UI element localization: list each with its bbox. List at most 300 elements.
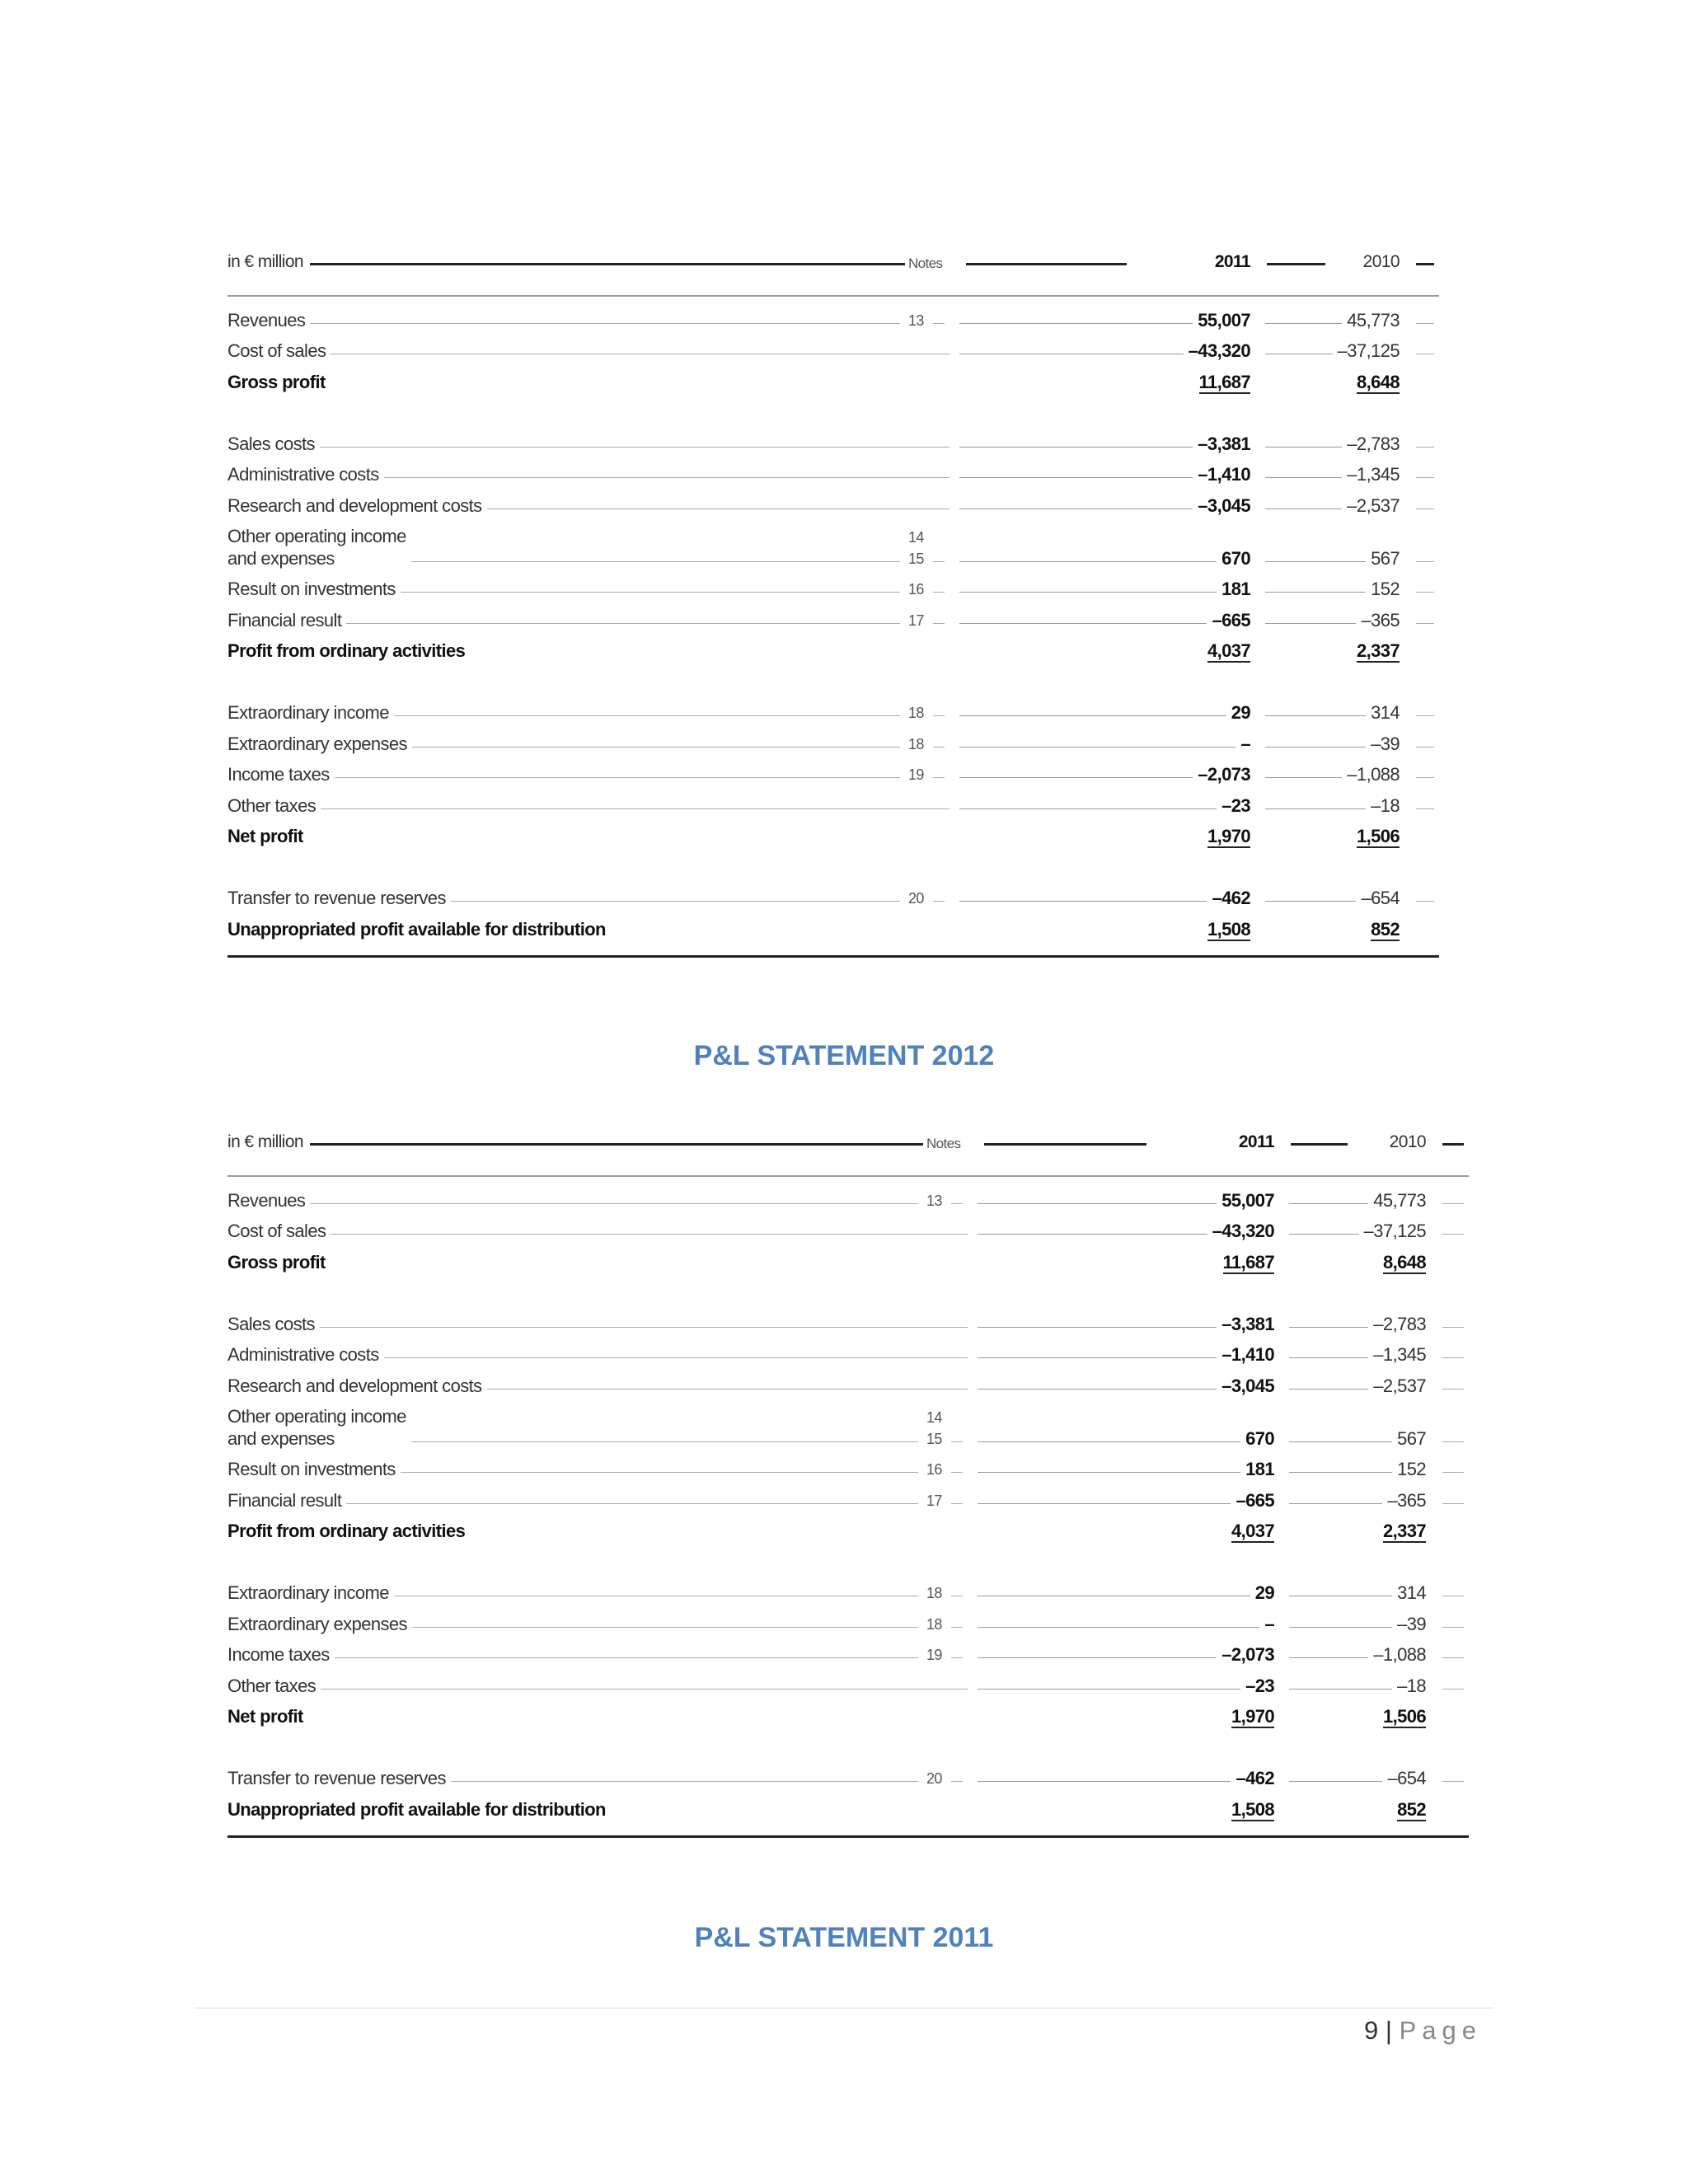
header-divider — [227, 295, 1439, 297]
value-2011 — [1226, 701, 1250, 724]
value-2010-text: –2,537 — [1347, 494, 1400, 516]
value-2010 — [1342, 494, 1400, 517]
leader-line — [227, 1203, 918, 1204]
value-2011-text: –665 — [1212, 609, 1250, 630]
note-reference: 18 — [908, 735, 924, 752]
table-row-result-on-investments — [227, 574, 1439, 606]
leader-line — [227, 323, 900, 324]
table-row-research-and-development-costs — [227, 490, 1439, 522]
note-reference: 15 — [908, 550, 924, 567]
row-label: Profit from ordinary activities — [227, 1520, 470, 1542]
table-row-extraordinary-income — [227, 698, 1439, 729]
leader-line — [959, 592, 1236, 593]
value-2010-text: 45,773 — [1347, 309, 1400, 330]
value-2010 — [1392, 1427, 1426, 1450]
row-notes — [926, 1407, 942, 1450]
value-2011-text: –1,410 — [1198, 464, 1250, 485]
table-row-income-taxes — [227, 760, 1439, 791]
pl-table-2011 — [227, 1129, 1469, 1838]
notes-column-header: Notes — [905, 255, 945, 272]
row-notes — [926, 1459, 942, 1480]
row-notes — [908, 764, 924, 785]
row-label: Other taxes — [227, 794, 321, 817]
note-tick — [951, 1503, 963, 1504]
row-label — [227, 1405, 411, 1450]
note-tick — [951, 1203, 963, 1204]
year-2011-header: 2011 — [1210, 252, 1255, 272]
value-2010-text: –37,125 — [1337, 340, 1400, 361]
value-2010 — [1378, 1705, 1426, 1727]
page-word: Page — [1399, 2016, 1482, 2045]
value-2010-text: –1,345 — [1347, 464, 1400, 485]
trailing-tick — [1442, 1503, 1464, 1504]
trailing-tick — [1416, 808, 1434, 809]
row-notes — [908, 702, 924, 724]
value-2011 — [1218, 1251, 1274, 1273]
row-label: Gross profit — [227, 1251, 331, 1273]
leader-line — [959, 808, 1236, 809]
row-label: Cost of sales — [227, 340, 331, 362]
table-row-research-and-development-costs — [227, 1371, 1469, 1402]
value-2010 — [1382, 1767, 1426, 1789]
table-row-revenues — [227, 305, 1439, 336]
value-2010-text: 2,337 — [1356, 640, 1400, 661]
value-2011-text: 1,508 — [1231, 1798, 1274, 1820]
table-row-administrative-costs — [227, 460, 1439, 491]
note-reference: 14 — [926, 1408, 942, 1426]
value-2011-text: – — [1240, 733, 1250, 754]
table-row-unappropriated-profit-available-for-distribution — [227, 1794, 1469, 1825]
row-label-line: Other operating income — [227, 1405, 406, 1427]
row-notes — [908, 579, 924, 600]
value-2010-text: –39 — [1371, 733, 1400, 754]
value-2010 — [1356, 887, 1400, 909]
value-2010-text: –18 — [1397, 1675, 1426, 1696]
table-row-gross-profit — [227, 1247, 1469, 1278]
value-2010-text: –2,783 — [1373, 1313, 1426, 1334]
value-2011 — [1217, 547, 1250, 569]
row-notes — [926, 1190, 942, 1212]
value-2011-text: – — [1264, 1613, 1274, 1634]
value-2011 — [1217, 1343, 1274, 1366]
page-number: 9 — [1364, 2016, 1379, 2045]
value-2010-text: –1,345 — [1373, 1344, 1426, 1365]
notes-column-header: Notes — [923, 1136, 964, 1152]
leader-line — [959, 561, 1236, 562]
header-rule-3 — [1291, 1143, 1348, 1146]
note-tick — [951, 1472, 963, 1473]
value-2011-text: 1,970 — [1207, 826, 1250, 846]
value-2011 — [1184, 340, 1250, 362]
table-row-cost-of-sales — [227, 336, 1439, 368]
table-row-financial-result — [227, 1485, 1469, 1516]
row-label: Administrative costs — [227, 1343, 384, 1366]
table-row-other-taxes — [227, 790, 1439, 822]
row-label: Extraordinary expenses — [227, 733, 412, 755]
table-header — [227, 249, 1439, 279]
heading-pl-statement-2011: P&L STATEMENT 2011 — [694, 1922, 994, 1953]
value-2011-text: 1,508 — [1207, 918, 1250, 940]
leader-line — [978, 1689, 1259, 1690]
row-label-line: and expenses — [227, 547, 335, 569]
row-label: Unappropriated profit available for distribution — [227, 918, 611, 940]
trailing-tick — [1442, 1327, 1464, 1328]
note-reference: 20 — [908, 890, 924, 907]
value-2011 — [1240, 1427, 1274, 1450]
value-2010-text: 152 — [1371, 579, 1400, 599]
trailing-tick — [1442, 1389, 1464, 1390]
trailing-tick — [1442, 1627, 1464, 1628]
row-label: Extraordinary income — [227, 701, 394, 724]
note-reference: 19 — [908, 766, 924, 783]
value-2010 — [1382, 1489, 1426, 1511]
note-reference: 14 — [908, 528, 924, 546]
value-2010 — [1392, 1798, 1426, 1821]
note-tick — [933, 901, 945, 902]
note-reference: 17 — [926, 1492, 942, 1509]
header-rule-4 — [1416, 263, 1434, 265]
note-reference: 17 — [908, 612, 924, 629]
row-label: Unappropriated profit available for distribution — [227, 1798, 611, 1821]
trailing-tick — [1442, 1234, 1464, 1235]
value-2011 — [1240, 1675, 1274, 1697]
value-2011 — [1217, 1313, 1274, 1335]
value-2011-text: 4,037 — [1231, 1521, 1274, 1541]
value-2011 — [1226, 1705, 1274, 1727]
value-2010-text: 152 — [1397, 1459, 1426, 1479]
leader-line — [978, 1781, 1259, 1782]
row-label: Extraordinary expenses — [227, 1613, 412, 1635]
value-2010-text: 2,337 — [1382, 1521, 1426, 1541]
value-2010 — [1359, 1220, 1426, 1242]
value-2010-text: 852 — [1397, 1798, 1426, 1820]
row-label: Research and development costs — [227, 494, 487, 517]
row-label: Research and development costs — [227, 1375, 487, 1397]
note-reference: 18 — [908, 705, 924, 721]
table-row-administrative-costs — [227, 1340, 1469, 1371]
row-notes — [926, 1490, 942, 1511]
value-2010 — [1392, 1458, 1426, 1480]
trailing-tick — [1442, 1657, 1464, 1658]
table-bottom-rule — [227, 1835, 1469, 1838]
value-2011-text: 11,687 — [1222, 1251, 1274, 1272]
value-2011 — [1259, 1613, 1274, 1635]
value-2010-text: –39 — [1397, 1613, 1426, 1634]
note-reference: 18 — [926, 1615, 942, 1633]
leader-line — [227, 1689, 968, 1690]
value-2011-text: –3,045 — [1198, 494, 1250, 516]
header-rule-2 — [966, 263, 1127, 265]
note-reference: 20 — [926, 1770, 942, 1787]
row-label: Extraordinary income — [227, 1582, 394, 1604]
note-tick — [933, 715, 945, 716]
value-2010 — [1366, 578, 1400, 600]
header-rule-2 — [984, 1143, 1146, 1146]
table-row-profit-from-ordinary-activities — [227, 636, 1439, 668]
value-2011 — [1217, 578, 1250, 600]
value-2011-text: 181 — [1221, 579, 1250, 599]
value-2011 — [1193, 763, 1250, 785]
value-2011 — [1207, 887, 1250, 909]
table-row-extraordinary-expenses — [227, 729, 1439, 760]
table-row-revenues — [227, 1185, 1469, 1216]
trailing-tick — [1442, 1203, 1464, 1204]
value-2010-text: 45,773 — [1373, 1189, 1426, 1211]
trailing-tick — [1416, 561, 1434, 562]
table-row-extraordinary-expenses — [227, 1609, 1469, 1640]
value-2011 — [1207, 1220, 1274, 1242]
leader-line — [227, 447, 950, 448]
value-2011 — [1193, 463, 1250, 485]
leader-line — [959, 901, 1236, 902]
unit-label: in € million — [227, 1132, 310, 1152]
row-label: Profit from ordinary activities — [227, 640, 470, 662]
value-2011 — [1236, 733, 1250, 755]
leader-line — [227, 1234, 968, 1235]
value-2011-text: 1,970 — [1231, 1706, 1274, 1727]
value-2010 — [1378, 1520, 1426, 1542]
row-label: Administrative costs — [227, 463, 384, 485]
leader-line — [959, 747, 1236, 748]
note-reference: 15 — [926, 1430, 942, 1447]
value-2010-text: 314 — [1371, 702, 1400, 723]
table-row-other-operating-income — [227, 522, 1439, 574]
value-2010 — [1352, 371, 1400, 393]
page-separator: | — [1385, 2016, 1392, 2045]
heading-pl-statement-2012: P&L STATEMENT 2012 — [693, 1040, 995, 1071]
table-row-other-taxes — [227, 1671, 1469, 1702]
value-2011 — [1250, 1582, 1274, 1604]
value-2011-text: –23 — [1245, 1675, 1274, 1696]
year-2010-header: 2010 — [1385, 1132, 1431, 1152]
row-notes — [926, 1614, 942, 1635]
row-label: Result on investments — [227, 1458, 401, 1480]
row-notes — [908, 610, 924, 631]
value-2010-text: 567 — [1397, 1427, 1426, 1449]
row-notes — [908, 733, 924, 755]
value-2010 — [1356, 609, 1400, 631]
row-label-line: and expenses — [227, 1427, 335, 1449]
table-row-profit-from-ordinary-activities — [227, 1516, 1469, 1548]
value-2010 — [1368, 1189, 1426, 1212]
value-2011-text: –43,320 — [1212, 1221, 1274, 1241]
value-2011-text: –23 — [1221, 794, 1250, 816]
value-2010-text: –37,125 — [1363, 1221, 1426, 1241]
value-2011 — [1193, 433, 1250, 455]
value-2011 — [1203, 825, 1250, 847]
value-2011-text: 29 — [1231, 702, 1250, 723]
value-2011 — [1193, 309, 1250, 331]
table-bottom-rule — [227, 955, 1439, 958]
note-tick — [933, 623, 945, 624]
value-2010-text: –2,537 — [1373, 1375, 1426, 1396]
row-label: Financial result — [227, 1489, 346, 1511]
value-2010-text: –654 — [1361, 888, 1400, 908]
table-row-sales-costs — [227, 429, 1439, 460]
value-2010-text: 1,506 — [1356, 826, 1400, 846]
year-2010-header: 2010 — [1358, 252, 1404, 272]
value-2010 — [1368, 1375, 1426, 1397]
value-2010 — [1392, 1675, 1426, 1697]
row-label: Sales costs — [227, 1313, 320, 1335]
header-rule-1 — [227, 1143, 923, 1146]
value-2011-text: –462 — [1212, 888, 1250, 908]
value-2011 — [1217, 1189, 1274, 1212]
header-rule-4 — [1442, 1143, 1464, 1146]
value-2011-text: 11,687 — [1198, 371, 1250, 392]
value-2011 — [1203, 640, 1250, 662]
value-2010 — [1342, 763, 1400, 785]
value-2011 — [1226, 1798, 1274, 1821]
value-2011 — [1207, 609, 1250, 631]
header-divider — [227, 1175, 1469, 1177]
table-row-financial-result — [227, 605, 1439, 636]
note-tick — [933, 777, 945, 778]
note-tick — [951, 1781, 963, 1782]
value-2011-text: 4,037 — [1207, 640, 1250, 661]
note-reference: 13 — [908, 312, 924, 329]
note-reference: 16 — [926, 1461, 942, 1478]
value-2011-text: –2,073 — [1221, 1644, 1274, 1665]
row-label: Cost of sales — [227, 1220, 331, 1242]
row-label: Sales costs — [227, 433, 320, 455]
pl-table-2012 — [227, 249, 1439, 958]
note-tick — [933, 561, 945, 562]
value-2010 — [1333, 340, 1400, 362]
table-row-result-on-investments — [227, 1455, 1469, 1486]
value-2011-text: 55,007 — [1221, 1189, 1274, 1211]
value-2011-text: 55,007 — [1198, 309, 1250, 330]
leader-line — [959, 715, 1236, 716]
table-row-net-profit — [227, 822, 1439, 853]
value-2011 — [1240, 1458, 1274, 1480]
row-label: Result on investments — [227, 578, 401, 600]
leader-line — [959, 623, 1236, 624]
value-2010 — [1392, 1613, 1426, 1635]
trailing-tick — [1416, 447, 1434, 448]
note-tick — [933, 323, 945, 324]
value-2010-text: –365 — [1361, 609, 1400, 630]
header-rule-1 — [227, 263, 905, 265]
row-label: Other taxes — [227, 1675, 321, 1697]
row-label: Transfer to revenue reserves — [227, 887, 451, 909]
row-label: Transfer to revenue reserves — [227, 1767, 451, 1789]
table-row-net-profit — [227, 1702, 1469, 1733]
value-2010 — [1392, 1582, 1426, 1604]
table-row-transfer-to-revenue-reserves — [227, 883, 1439, 915]
note-reference: 16 — [908, 581, 924, 598]
table-row-sales-costs — [227, 1309, 1469, 1340]
year-2011-header: 2011 — [1234, 1132, 1279, 1152]
value-2011 — [1217, 1375, 1274, 1397]
row-label: Revenues — [227, 309, 310, 331]
trailing-tick — [1416, 592, 1434, 593]
value-2011 — [1217, 794, 1250, 817]
row-label-line: Other operating income — [227, 525, 406, 546]
row-notes — [926, 1644, 942, 1666]
table-header — [227, 1129, 1469, 1159]
value-2010 — [1342, 463, 1400, 485]
value-2010 — [1368, 1643, 1426, 1666]
value-2010 — [1368, 1313, 1426, 1335]
leader-line — [978, 1472, 1259, 1473]
value-2011-text: –1,410 — [1221, 1344, 1274, 1365]
table-body — [227, 1185, 1469, 1825]
value-2011 — [1217, 1643, 1274, 1666]
value-2010-text: –1,088 — [1373, 1644, 1426, 1665]
trailing-tick — [1442, 1689, 1464, 1690]
value-2011-text: –3,381 — [1198, 433, 1250, 454]
value-2010 — [1342, 309, 1400, 331]
value-2011 — [1231, 1767, 1274, 1789]
trailing-tick — [1416, 777, 1434, 778]
table-row-extraordinary-income — [227, 1578, 1469, 1610]
note-tick — [951, 1627, 963, 1628]
value-2011-text: –2,073 — [1198, 764, 1250, 785]
note-reference: 18 — [926, 1585, 942, 1601]
page-footer — [1364, 2016, 1482, 2046]
value-2010 — [1366, 701, 1400, 724]
trailing-tick — [1416, 477, 1434, 478]
value-2010 — [1378, 1251, 1426, 1273]
value-2010-text: 1,506 — [1382, 1706, 1426, 1727]
value-2011 — [1226, 1520, 1274, 1542]
note-reference: 13 — [926, 1192, 942, 1209]
value-2010 — [1352, 825, 1400, 847]
value-2011-text: –3,381 — [1221, 1313, 1274, 1334]
row-label: Revenues — [227, 1189, 310, 1212]
header-rule-3 — [1267, 263, 1325, 265]
value-2011-text: –3,045 — [1221, 1375, 1274, 1396]
table-row-cost-of-sales — [227, 1216, 1469, 1248]
value-2011-text: 29 — [1254, 1582, 1274, 1603]
value-2011-text: –462 — [1236, 1768, 1274, 1788]
value-2010-text: 314 — [1397, 1582, 1426, 1603]
value-2011-text: –665 — [1236, 1489, 1274, 1511]
value-2010-text: –18 — [1371, 794, 1400, 816]
note-tick — [933, 592, 945, 593]
value-2010 — [1342, 433, 1400, 455]
trailing-tick — [1442, 1781, 1464, 1782]
row-label: Net profit — [227, 825, 308, 847]
row-notes — [908, 888, 924, 909]
table-row-transfer-to-revenue-reserves — [227, 1764, 1469, 1795]
value-2010 — [1352, 640, 1400, 662]
row-label — [227, 525, 411, 569]
row-notes — [908, 310, 924, 331]
value-2011 — [1194, 371, 1250, 393]
value-2010-text: 567 — [1371, 547, 1400, 569]
row-notes — [926, 1582, 942, 1604]
value-2010-text: –365 — [1387, 1489, 1426, 1511]
value-2010 — [1366, 547, 1400, 569]
value-2010-text: 8,648 — [1382, 1251, 1426, 1272]
trailing-tick — [1442, 1441, 1464, 1442]
row-notes — [926, 1768, 942, 1789]
trailing-tick — [1416, 623, 1434, 624]
row-label: Income taxes — [227, 763, 335, 785]
leader-line — [978, 1503, 1259, 1504]
leader-line — [227, 1327, 968, 1328]
leader-line — [978, 1441, 1259, 1442]
table-body — [227, 305, 1439, 945]
trailing-tick — [1416, 323, 1434, 324]
note-tick — [951, 1441, 963, 1442]
row-label: Net profit — [227, 1705, 308, 1727]
unit-label: in € million — [227, 252, 310, 272]
note-tick — [933, 747, 945, 748]
row-label: Financial result — [227, 609, 346, 631]
